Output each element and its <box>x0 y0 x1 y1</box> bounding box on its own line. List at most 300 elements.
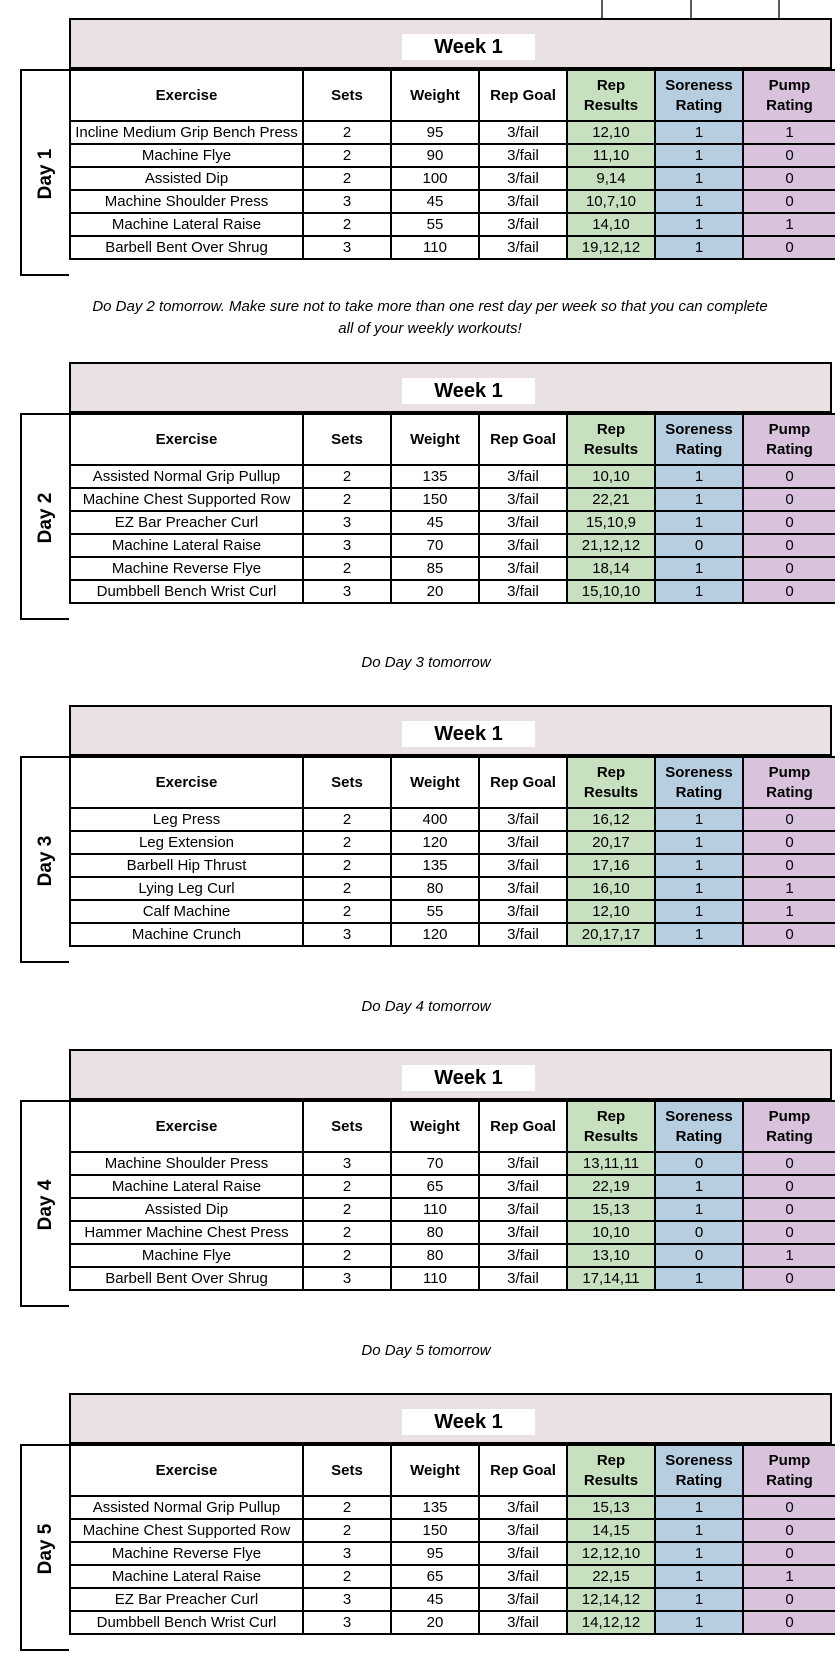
exercise-cell: Machine Chest Supported Row <box>70 488 303 511</box>
day-block <box>20 705 835 963</box>
instruction-note: Do Day 4 tomorrow <box>361 998 491 1015</box>
exercise-cell: Machine Flye <box>70 1244 303 1267</box>
sets-cell[interactable]: 2 <box>303 1565 391 1588</box>
rep-goal-cell[interactable]: 3/fail <box>479 1175 567 1198</box>
weight-cell[interactable]: 80 <box>391 1221 479 1244</box>
sets-cell[interactable]: 3 <box>303 236 391 259</box>
table-row <box>70 1519 835 1542</box>
workout-table <box>69 413 835 604</box>
table-row <box>70 465 835 488</box>
table-row <box>70 557 835 580</box>
table-row <box>70 1175 835 1198</box>
weight-cell[interactable]: 45 <box>391 1588 479 1611</box>
weight-cell[interactable]: 95 <box>391 121 479 144</box>
column-header-rep-results: Rep Results <box>567 1445 655 1496</box>
soreness-cell[interactable]: 1 <box>655 877 743 900</box>
weight-cell[interactable]: 65 <box>391 1175 479 1198</box>
sets-cell[interactable]: 2 <box>303 167 391 190</box>
sets-cell[interactable]: 2 <box>303 1244 391 1267</box>
exercise-cell: Machine Lateral Raise <box>70 534 303 557</box>
sets-cell[interactable]: 3 <box>303 1542 391 1565</box>
soreness-cell[interactable]: 1 <box>655 831 743 854</box>
weight-cell[interactable]: 45 <box>391 190 479 213</box>
sets-cell[interactable]: 2 <box>303 144 391 167</box>
column-header-exercise: Exercise <box>70 414 303 465</box>
table-header-row <box>70 1101 835 1152</box>
soreness-cell[interactable]: 1 <box>655 465 743 488</box>
column-header-pump: Pump Rating <box>743 70 835 121</box>
rep-results-cell[interactable]: 12,12,10 <box>567 1542 655 1565</box>
soreness-cell[interactable]: 0 <box>655 1244 743 1267</box>
pump-cell[interactable]: 1 <box>743 121 835 144</box>
table-row <box>70 1267 835 1290</box>
table-row <box>70 877 835 900</box>
rep-goal-cell[interactable]: 3/fail <box>479 900 567 923</box>
pump-cell[interactable]: 0 <box>743 1519 835 1542</box>
column-header-weight: Weight <box>391 1445 479 1496</box>
weight-cell[interactable]: 70 <box>391 534 479 557</box>
table-row <box>70 1198 835 1221</box>
rep-results-cell[interactable]: 13,11,11 <box>567 1152 655 1175</box>
weight-cell[interactable]: 95 <box>391 1542 479 1565</box>
rep-goal-cell[interactable]: 3/fail <box>479 121 567 144</box>
instruction-note: Do Day 5 tomorrow <box>361 1342 491 1359</box>
rep-goal-cell[interactable]: 3/fail <box>479 1267 567 1290</box>
day-label: Day 3 <box>35 835 56 887</box>
rep-goal-cell[interactable]: 3/fail <box>479 854 567 877</box>
column-header-weight: Weight <box>391 414 479 465</box>
week-header <box>69 362 832 413</box>
soreness-cell[interactable]: 0 <box>655 1221 743 1244</box>
rep-goal-cell[interactable]: 3/fail <box>479 488 567 511</box>
table-row <box>70 1496 835 1519</box>
weight-cell[interactable]: 110 <box>391 1267 479 1290</box>
exercise-cell: Machine Lateral Raise <box>70 1175 303 1198</box>
column-header-rep-goal: Rep Goal <box>479 414 567 465</box>
pump-cell[interactable]: 0 <box>743 854 835 877</box>
table-row <box>70 167 835 190</box>
rep-results-cell[interactable]: 10,7,10 <box>567 190 655 213</box>
soreness-cell[interactable]: 1 <box>655 511 743 534</box>
rep-results-cell[interactable]: 22,15 <box>567 1565 655 1588</box>
sets-cell[interactable]: 2 <box>303 900 391 923</box>
rep-goal-cell[interactable]: 3/fail <box>479 1496 567 1519</box>
rep-results-cell[interactable]: 17,14,11 <box>567 1267 655 1290</box>
rep-results-cell[interactable]: 10,10 <box>567 465 655 488</box>
soreness-cell[interactable]: 1 <box>655 167 743 190</box>
day-block <box>20 18 835 276</box>
column-header-rep-goal: Rep Goal <box>479 757 567 808</box>
rep-results-cell[interactable]: 16,10 <box>567 877 655 900</box>
rep-results-cell[interactable]: 9,14 <box>567 167 655 190</box>
table-header-row <box>70 414 835 465</box>
weight-cell[interactable]: 65 <box>391 1565 479 1588</box>
day-label: Day 1 <box>35 148 56 200</box>
week-title: Week 1 <box>402 1065 535 1091</box>
rep-results-cell[interactable]: 15,13 <box>567 1496 655 1519</box>
exercise-cell: Dumbbell Bench Wrist Curl <box>70 580 303 603</box>
column-header-rep-results: Rep Results <box>567 414 655 465</box>
weight-cell[interactable]: 20 <box>391 1611 479 1634</box>
pump-cell[interactable]: 0 <box>743 831 835 854</box>
sets-cell[interactable]: 2 <box>303 831 391 854</box>
pump-cell[interactable]: 0 <box>743 1542 835 1565</box>
rep-results-cell[interactable]: 20,17 <box>567 831 655 854</box>
exercise-cell: Calf Machine <box>70 900 303 923</box>
soreness-cell[interactable]: 1 <box>655 1175 743 1198</box>
pump-cell[interactable]: 0 <box>743 1152 835 1175</box>
table-row <box>70 121 835 144</box>
instruction-note: Do Day 3 tomorrow <box>361 654 491 671</box>
exercise-cell: Machine Lateral Raise <box>70 1565 303 1588</box>
pump-cell[interactable]: 0 <box>743 534 835 557</box>
exercise-cell: Barbell Bent Over Shrug <box>70 236 303 259</box>
rep-results-cell[interactable]: 19,12,12 <box>567 236 655 259</box>
day-label: Day 2 <box>35 492 56 544</box>
soreness-cell[interactable]: 1 <box>655 900 743 923</box>
sets-cell[interactable]: 2 <box>303 808 391 831</box>
weight-cell[interactable]: 20 <box>391 580 479 603</box>
table-row <box>70 144 835 167</box>
rep-results-cell[interactable]: 15,10,9 <box>567 511 655 534</box>
day-label-cell <box>20 756 69 963</box>
soreness-cell[interactable]: 1 <box>655 121 743 144</box>
column-header-sets: Sets <box>303 1101 391 1152</box>
soreness-cell[interactable]: 0 <box>655 534 743 557</box>
exercise-cell: Leg Press <box>70 808 303 831</box>
soreness-cell[interactable]: 1 <box>655 1611 743 1634</box>
soreness-cell[interactable]: 1 <box>655 1588 743 1611</box>
sets-cell[interactable]: 2 <box>303 557 391 580</box>
sets-cell[interactable]: 2 <box>303 1221 391 1244</box>
rep-results-cell[interactable]: 21,12,12 <box>567 534 655 557</box>
column-header-pump: Pump Rating <box>743 1101 835 1152</box>
table-row <box>70 534 835 557</box>
day-label: Day 4 <box>35 1179 56 1231</box>
rep-goal-cell[interactable]: 3/fail <box>479 1221 567 1244</box>
sets-cell[interactable]: 3 <box>303 511 391 534</box>
pump-cell[interactable]: 0 <box>743 1496 835 1519</box>
sets-cell[interactable]: 3 <box>303 534 391 557</box>
column-header-pump: Pump Rating <box>743 1445 835 1496</box>
pump-cell[interactable]: 1 <box>743 877 835 900</box>
rep-goal-cell[interactable]: 3/fail <box>479 236 567 259</box>
rep-goal-cell[interactable]: 3/fail <box>479 1611 567 1634</box>
pump-cell[interactable]: 1 <box>743 213 835 236</box>
soreness-cell[interactable]: 1 <box>655 190 743 213</box>
pump-cell[interactable]: 0 <box>743 465 835 488</box>
exercise-cell: Hammer Machine Chest Press <box>70 1221 303 1244</box>
exercise-cell: Machine Chest Supported Row <box>70 1519 303 1542</box>
rep-goal-cell[interactable]: 3/fail <box>479 1588 567 1611</box>
pump-cell[interactable]: 1 <box>743 1244 835 1267</box>
rep-goal-cell[interactable]: 3/fail <box>479 580 567 603</box>
pump-cell[interactable]: 0 <box>743 511 835 534</box>
exercise-cell: Dumbbell Bench Wrist Curl <box>70 1611 303 1634</box>
exercise-cell: EZ Bar Preacher Curl <box>70 1588 303 1611</box>
week-header <box>69 705 832 756</box>
pump-cell[interactable]: 0 <box>743 1588 835 1611</box>
pump-cell[interactable]: 0 <box>743 1611 835 1634</box>
sets-cell[interactable]: 3 <box>303 1267 391 1290</box>
pump-cell[interactable]: 0 <box>743 1175 835 1198</box>
sets-cell[interactable]: 2 <box>303 1198 391 1221</box>
table-row <box>70 1244 835 1267</box>
week-title: Week 1 <box>402 34 535 60</box>
weight-cell[interactable]: 150 <box>391 1519 479 1542</box>
sets-cell[interactable]: 2 <box>303 877 391 900</box>
exercise-cell: Barbell Bent Over Shrug <box>70 1267 303 1290</box>
pump-cell[interactable]: 0 <box>743 1267 835 1290</box>
soreness-cell[interactable]: 0 <box>655 1152 743 1175</box>
rep-goal-cell[interactable]: 3/fail <box>479 511 567 534</box>
rep-results-cell[interactable]: 12,10 <box>567 900 655 923</box>
column-header-exercise: Exercise <box>70 70 303 121</box>
weight-cell[interactable]: 85 <box>391 557 479 580</box>
weight-cell[interactable]: 135 <box>391 465 479 488</box>
rep-goal-cell[interactable]: 3/fail <box>479 144 567 167</box>
weight-cell[interactable]: 110 <box>391 1198 479 1221</box>
exercise-cell: Assisted Normal Grip Pullup <box>70 465 303 488</box>
soreness-cell[interactable]: 1 <box>655 557 743 580</box>
workout-table <box>69 756 835 947</box>
column-header-weight: Weight <box>391 1101 479 1152</box>
pump-cell[interactable]: 0 <box>743 144 835 167</box>
week-title: Week 1 <box>402 378 535 404</box>
rep-results-cell[interactable]: 14,15 <box>567 1519 655 1542</box>
soreness-cell[interactable]: 1 <box>655 236 743 259</box>
rep-results-cell[interactable]: 16,12 <box>567 808 655 831</box>
column-header-rep-results: Rep Results <box>567 757 655 808</box>
soreness-cell[interactable]: 1 <box>655 1565 743 1588</box>
exercise-cell: Barbell Hip Thrust <box>70 854 303 877</box>
exercise-cell: Lying Leg Curl <box>70 877 303 900</box>
column-header-pump: Pump Rating <box>743 757 835 808</box>
instruction-note: Do Day 2 tomorrow. Make sure not to take more than one rest day per week so that you can complete all of your weekly workouts! <box>92 298 768 337</box>
exercise-cell: Assisted Dip <box>70 1198 303 1221</box>
column-header-soreness: Soreness Rating <box>655 1445 743 1496</box>
rep-results-cell[interactable]: 20,17,17 <box>567 923 655 946</box>
column-header-sets: Sets <box>303 70 391 121</box>
week-title: Week 1 <box>402 1409 535 1435</box>
column-header-sets: Sets <box>303 757 391 808</box>
soreness-cell[interactable]: 1 <box>655 1519 743 1542</box>
pump-cell[interactable]: 0 <box>743 167 835 190</box>
sets-cell[interactable]: 2 <box>303 465 391 488</box>
exercise-cell: Machine Flye <box>70 144 303 167</box>
weight-cell[interactable]: 55 <box>391 900 479 923</box>
sets-cell[interactable]: 2 <box>303 854 391 877</box>
rep-results-cell[interactable]: 12,10 <box>567 121 655 144</box>
pump-cell[interactable]: 0 <box>743 808 835 831</box>
exercise-cell: Leg Extension <box>70 831 303 854</box>
soreness-cell[interactable]: 1 <box>655 488 743 511</box>
column-header-rep-goal: Rep Goal <box>479 1445 567 1496</box>
rep-goal-cell[interactable]: 3/fail <box>479 190 567 213</box>
table-row <box>70 1542 835 1565</box>
rep-goal-cell[interactable]: 3/fail <box>479 808 567 831</box>
weight-cell[interactable]: 90 <box>391 144 479 167</box>
sets-cell[interactable]: 3 <box>303 923 391 946</box>
column-header-exercise: Exercise <box>70 1445 303 1496</box>
column-header-rep-results: Rep Results <box>567 1101 655 1152</box>
weight-cell[interactable]: 45 <box>391 511 479 534</box>
rep-goal-cell[interactable]: 3/fail <box>479 1565 567 1588</box>
sets-cell[interactable]: 2 <box>303 1519 391 1542</box>
weight-cell[interactable]: 80 <box>391 877 479 900</box>
soreness-cell[interactable]: 1 <box>655 580 743 603</box>
pump-cell[interactable]: 1 <box>743 900 835 923</box>
sets-cell[interactable]: 3 <box>303 1611 391 1634</box>
soreness-cell[interactable]: 1 <box>655 923 743 946</box>
pump-cell[interactable]: 0 <box>743 1198 835 1221</box>
exercise-cell: EZ Bar Preacher Curl <box>70 511 303 534</box>
rep-goal-cell[interactable]: 3/fail <box>479 877 567 900</box>
sets-cell[interactable]: 2 <box>303 121 391 144</box>
week-header <box>69 1393 832 1444</box>
sets-cell[interactable]: 3 <box>303 190 391 213</box>
table-row <box>70 923 835 946</box>
rep-goal-cell[interactable]: 3/fail <box>479 1519 567 1542</box>
exercise-cell: Machine Reverse Flye <box>70 557 303 580</box>
pump-cell[interactable]: 0 <box>743 580 835 603</box>
pump-cell[interactable]: 0 <box>743 236 835 259</box>
rep-results-cell[interactable]: 15,13 <box>567 1198 655 1221</box>
rep-results-cell[interactable]: 22,19 <box>567 1175 655 1198</box>
rep-goal-cell[interactable]: 3/fail <box>479 213 567 236</box>
rep-results-cell[interactable]: 11,10 <box>567 144 655 167</box>
pump-cell[interactable]: 0 <box>743 1221 835 1244</box>
workout-table <box>69 69 835 260</box>
rep-results-cell[interactable]: 15,10,10 <box>567 580 655 603</box>
pump-cell[interactable]: 0 <box>743 190 835 213</box>
soreness-cell[interactable]: 1 <box>655 1542 743 1565</box>
day-label: Day 5 <box>35 1523 56 1575</box>
sets-cell[interactable]: 2 <box>303 1175 391 1198</box>
soreness-cell[interactable]: 1 <box>655 144 743 167</box>
soreness-cell[interactable]: 1 <box>655 1496 743 1519</box>
sets-cell[interactable]: 3 <box>303 1152 391 1175</box>
sets-cell[interactable]: 3 <box>303 1588 391 1611</box>
exercise-cell: Assisted Dip <box>70 167 303 190</box>
table-row <box>70 190 835 213</box>
sets-cell[interactable]: 2 <box>303 488 391 511</box>
weight-cell[interactable]: 55 <box>391 213 479 236</box>
weight-cell[interactable]: 120 <box>391 923 479 946</box>
rep-goal-cell[interactable]: 3/fail <box>479 1244 567 1267</box>
day-block <box>20 362 835 620</box>
column-header-exercise: Exercise <box>70 1101 303 1152</box>
table-row <box>70 808 835 831</box>
table-row <box>70 213 835 236</box>
table-row <box>70 236 835 259</box>
pump-cell[interactable]: 1 <box>743 1565 835 1588</box>
column-header-soreness: Soreness Rating <box>655 757 743 808</box>
table-row <box>70 1588 835 1611</box>
weight-cell[interactable]: 120 <box>391 831 479 854</box>
rep-goal-cell[interactable]: 3/fail <box>479 1198 567 1221</box>
pump-cell[interactable]: 0 <box>743 557 835 580</box>
day-label-cell <box>20 1100 69 1307</box>
exercise-cell: Machine Shoulder Press <box>70 190 303 213</box>
week-header <box>69 18 832 69</box>
rep-goal-cell[interactable]: 3/fail <box>479 923 567 946</box>
exercise-cell: Machine Lateral Raise <box>70 213 303 236</box>
table-row <box>70 1221 835 1244</box>
table-header-row <box>70 70 835 121</box>
column-header-soreness: Soreness Rating <box>655 414 743 465</box>
weight-cell[interactable]: 135 <box>391 1496 479 1519</box>
rep-results-cell[interactable]: 18,14 <box>567 557 655 580</box>
soreness-cell[interactable]: 1 <box>655 808 743 831</box>
column-header-rep-goal: Rep Goal <box>479 1101 567 1152</box>
day-label-cell <box>20 413 69 620</box>
rep-goal-cell[interactable]: 3/fail <box>479 465 567 488</box>
rep-goal-cell[interactable]: 3/fail <box>479 167 567 190</box>
rep-goal-cell[interactable]: 3/fail <box>479 534 567 557</box>
column-header-weight: Weight <box>391 70 479 121</box>
week-title: Week 1 <box>402 721 535 747</box>
sets-cell[interactable]: 2 <box>303 213 391 236</box>
table-row <box>70 900 835 923</box>
column-header-rep-goal: Rep Goal <box>479 70 567 121</box>
soreness-cell[interactable]: 1 <box>655 213 743 236</box>
table-header-row <box>70 757 835 808</box>
pump-cell[interactable]: 0 <box>743 923 835 946</box>
rep-goal-cell[interactable]: 3/fail <box>479 557 567 580</box>
column-header-sets: Sets <box>303 414 391 465</box>
weight-cell[interactable]: 110 <box>391 236 479 259</box>
soreness-cell[interactable]: 1 <box>655 854 743 877</box>
week-header <box>69 1049 832 1100</box>
sets-cell[interactable]: 3 <box>303 580 391 603</box>
column-header-soreness: Soreness Rating <box>655 70 743 121</box>
pump-cell[interactable]: 0 <box>743 488 835 511</box>
rep-goal-cell[interactable]: 3/fail <box>479 1152 567 1175</box>
weight-cell[interactable]: 135 <box>391 854 479 877</box>
rep-goal-cell[interactable]: 3/fail <box>479 1542 567 1565</box>
table-row <box>70 511 835 534</box>
day-label-cell <box>20 1444 69 1651</box>
rep-results-cell[interactable]: 12,14,12 <box>567 1588 655 1611</box>
weight-cell[interactable]: 150 <box>391 488 479 511</box>
table-row <box>70 854 835 877</box>
rep-results-cell[interactable]: 22,21 <box>567 488 655 511</box>
weight-cell[interactable]: 400 <box>391 808 479 831</box>
rep-results-cell[interactable]: 14,10 <box>567 213 655 236</box>
workout-table <box>69 1444 835 1635</box>
sets-cell[interactable]: 2 <box>303 1496 391 1519</box>
soreness-cell[interactable]: 1 <box>655 1267 743 1290</box>
rep-results-cell[interactable]: 14,12,12 <box>567 1611 655 1634</box>
column-header-exercise: Exercise <box>70 757 303 808</box>
exercise-cell: Assisted Normal Grip Pullup <box>70 1496 303 1519</box>
exercise-cell: Machine Reverse Flye <box>70 1542 303 1565</box>
workout-table <box>69 1100 835 1291</box>
weight-cell[interactable]: 80 <box>391 1244 479 1267</box>
soreness-cell[interactable]: 1 <box>655 1198 743 1221</box>
weight-cell[interactable]: 70 <box>391 1152 479 1175</box>
rep-results-cell[interactable]: 17,16 <box>567 854 655 877</box>
column-header-pump: Pump Rating <box>743 414 835 465</box>
weight-cell[interactable]: 100 <box>391 167 479 190</box>
table-header-row <box>70 1445 835 1496</box>
exercise-cell: Machine Shoulder Press <box>70 1152 303 1175</box>
rep-results-cell[interactable]: 13,10 <box>567 1244 655 1267</box>
table-row <box>70 831 835 854</box>
rep-results-cell[interactable]: 10,10 <box>567 1221 655 1244</box>
rep-goal-cell[interactable]: 3/fail <box>479 831 567 854</box>
